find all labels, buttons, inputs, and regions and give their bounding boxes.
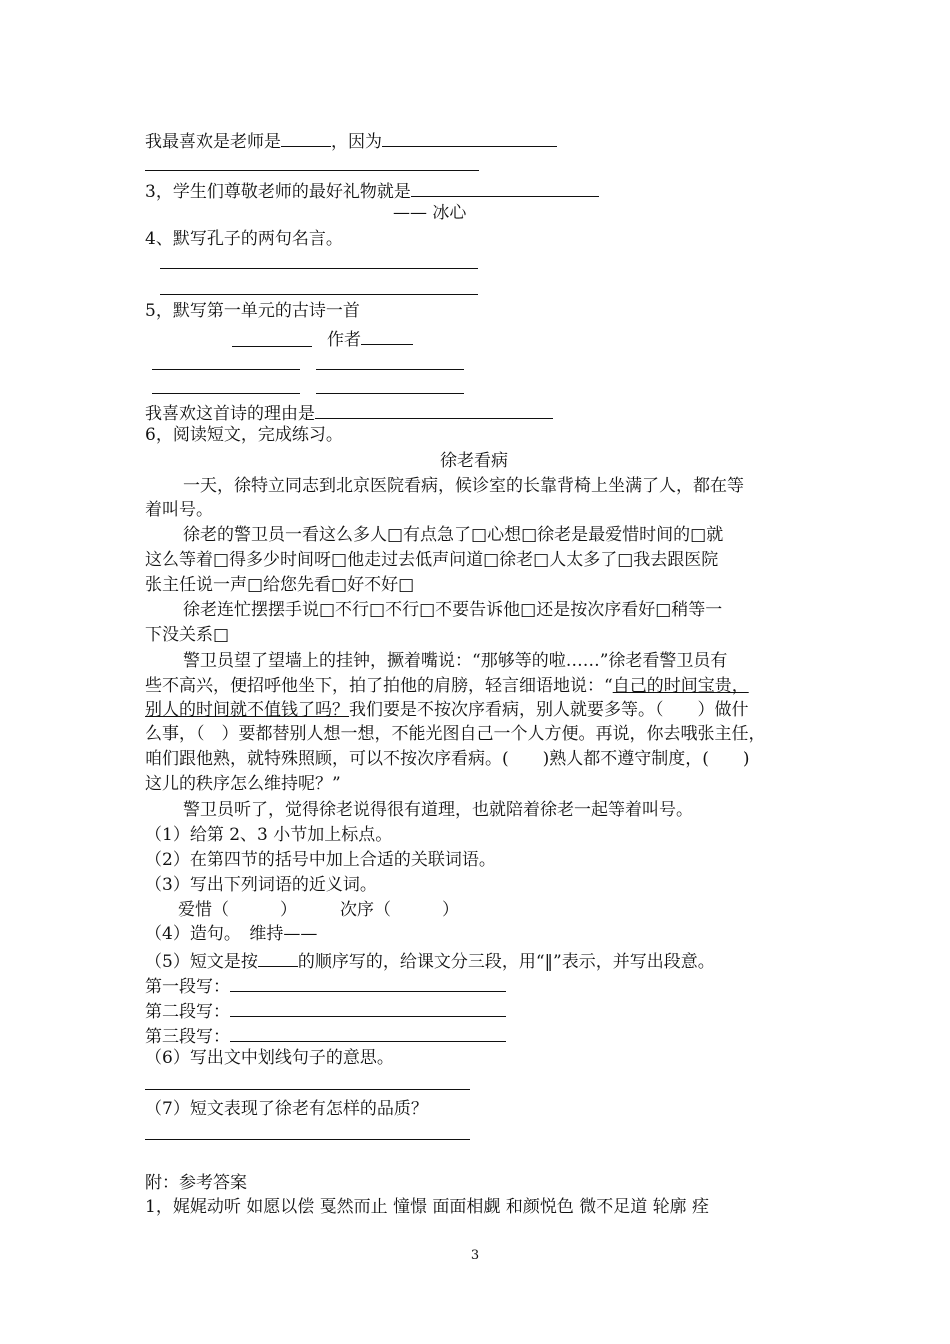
passage-p4-line-2	[145, 675, 749, 697]
q5-reason-line	[145, 400, 553, 425]
q5-reason-blank[interactable]	[315, 400, 553, 419]
passage-title: 徐老看病	[440, 451, 508, 471]
passage-p2-line-3: 张主任说一声□给您先看□好不好□	[145, 575, 415, 595]
passage-p4-line-1: 警卫员望了望墙上的挂钟，撅着嘴说：“那够等的啦……”徐老看警卫员有	[183, 651, 728, 671]
underlined-sentence-part-1: 自己的时间宝贵，	[612, 676, 749, 696]
segment-2-label: 第二段写：	[145, 1002, 230, 1022]
segment-2-blank[interactable]	[230, 998, 506, 1017]
sub-question-5-prefix: （5）短文是按	[145, 952, 258, 972]
underlined-sentence-part-2: 别人的时间就不值钱了吗？	[145, 700, 349, 720]
q3-attribution: —— 冰心	[393, 203, 467, 223]
page-number: 3	[470, 1248, 480, 1263]
passage-p2-line-1: 徐老的警卫员一看这么多人□有点急了□心想□徐老是最爱惜时间的□就	[183, 525, 724, 545]
q5-poem-line-1[interactable]	[152, 369, 300, 370]
sub-question-7: （7）短文表现了徐老有怎样的品质？	[145, 1099, 428, 1119]
appendix-title: 附：参考答案	[145, 1173, 247, 1193]
passage-p4-text: 我们要是不按次序看病，别人就要多等。（ ）做什	[349, 700, 749, 720]
sub-question-5-suffix: 的顺序写的，给课文分三段，用“‖”表示，并写出段意。	[297, 952, 715, 972]
passage-p4-line-5: 咱们跟他熟，就特殊照顾，可以不按次序看病。( )熟人都不遵守制度，( )	[145, 749, 750, 769]
passage-p3-line-2: 下没关系□	[145, 625, 230, 645]
q5-text: 5，默写第一单元的古诗一首	[145, 301, 360, 321]
passage-p4-text: 些不高兴，便招呼他坐下，拍了拍他的肩膀，轻言细语地说：“	[145, 676, 613, 696]
q5-poem-line-3[interactable]	[152, 393, 300, 394]
sub-question-4: （4）造句。 维持——	[145, 924, 318, 944]
passage-p1-line-2: 着叫号。	[145, 500, 213, 520]
sub-question-3: （3）写出下列词语的近义词。	[145, 875, 377, 895]
passage-p4-line-6: 这儿的秩序怎么维持呢？”	[145, 774, 341, 794]
sub-question-7-answer-line[interactable]	[145, 1139, 470, 1140]
q5-reason-label: 我喜欢这首诗的理由是	[145, 404, 315, 424]
segment-3-blank[interactable]	[230, 1023, 506, 1042]
q5-title-blank[interactable]	[232, 346, 312, 347]
q2-blank-teacher[interactable]	[281, 128, 331, 147]
sub-question-1: （1）给第 2、3 小节加上标点。	[145, 825, 393, 845]
passage-p1-line-1: 一天，徐特立同志到北京医院看病，候诊室的长靠背椅上坐满了人，都在等	[183, 476, 744, 496]
q2-answer-line[interactable]	[145, 170, 479, 171]
sub-question-6-answer-line[interactable]	[145, 1089, 470, 1090]
q2-prefix: 我最喜欢是老师是	[145, 132, 281, 152]
sub-question-5-blank[interactable]	[258, 948, 298, 967]
segment-3-line	[145, 1023, 506, 1048]
q4-answer-line-2[interactable]	[160, 294, 478, 295]
q2-line	[145, 128, 557, 153]
segment-1-blank[interactable]	[230, 973, 506, 992]
synonym-aixi[interactable]: 爱惜（ ）	[178, 900, 297, 920]
q5-author-label: 作者	[327, 330, 361, 350]
q5-author-line	[327, 326, 413, 351]
q3-text: 3，学生们尊敬老师的最好礼物就是	[145, 182, 411, 202]
passage-p3-line-1: 徐老连忙摆摆手说□不行□不行□不要告诉他□还是按次序看好□稍等一	[183, 600, 723, 620]
segment-1-label: 第一段写：	[145, 977, 230, 997]
q2-mid: ，因为	[331, 132, 382, 152]
sub-question-2: （2）在第四节的括号中加上合适的关联词语。	[145, 850, 496, 870]
q4-text: 4、默写孔子的两句名言。	[145, 229, 343, 249]
q2-blank-reason[interactable]	[382, 128, 557, 147]
appendix-answer-line-1: 1，娓娓动听 如愿以偿 戛然而止 憧憬 面面相觑 和颜悦色 微不足道 轮廓 痊	[145, 1197, 710, 1217]
q4-answer-line-1[interactable]	[160, 268, 478, 269]
synonym-cixu[interactable]: 次序（ ）	[340, 900, 459, 920]
passage-p5: 警卫员听了，觉得徐老说得很有道理，也就陪着徐老一起等着叫号。	[183, 800, 693, 820]
q5-author-blank[interactable]	[361, 326, 413, 345]
q3-blank[interactable]	[411, 178, 599, 197]
q5-poem-line-4[interactable]	[316, 393, 464, 394]
passage-p4-line-4: 么事，（ ）要都替别人想一想，不能光图自己一个人方便。再说，你去哦张主任，	[145, 724, 766, 744]
passage-p2-line-2: 这么等着□得多少时间呀□他走过去低声问道□徐老□人太多了□我去跟医院	[145, 550, 719, 570]
segment-2-line	[145, 998, 506, 1023]
q5-poem-line-2[interactable]	[316, 369, 464, 370]
sub-question-6: （6）写出文中划线句子的意思。	[145, 1048, 394, 1068]
segment-1-line	[145, 973, 506, 998]
sub-question-5	[145, 948, 715, 973]
q6-intro: 6，阅读短文，完成练习。	[145, 425, 343, 445]
passage-p4-line-3	[145, 699, 749, 721]
q3-line	[145, 178, 599, 203]
segment-3-label: 第三段写：	[145, 1027, 230, 1047]
